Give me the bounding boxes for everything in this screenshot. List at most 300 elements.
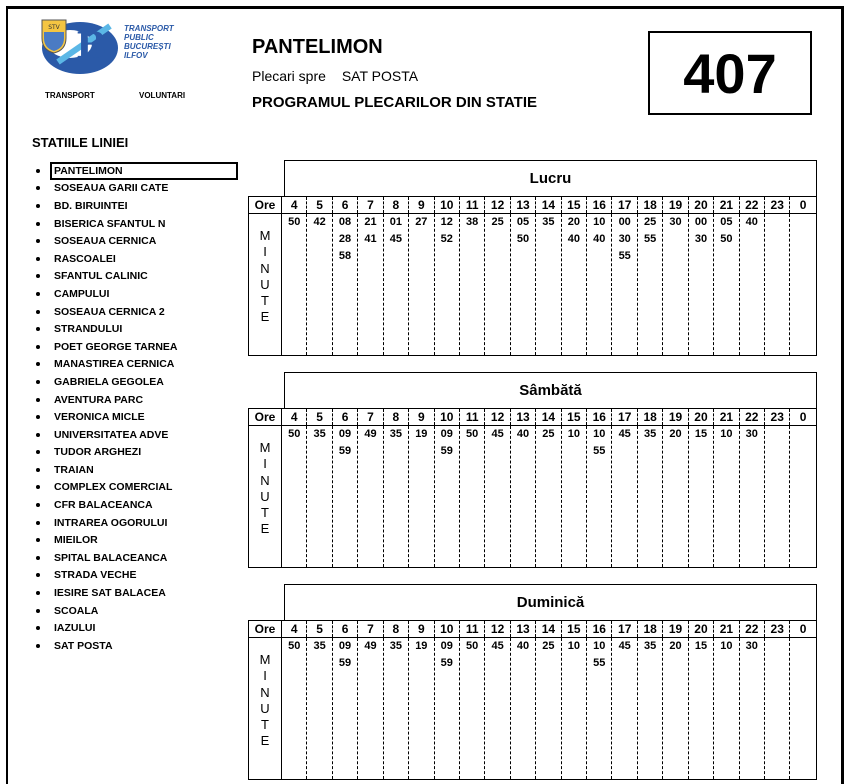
minutes-column bbox=[485, 426, 510, 567]
minutes-column bbox=[307, 426, 332, 567]
station-label: SOSEAUA CERNICA 2 bbox=[54, 305, 165, 318]
hour-cell: 8 bbox=[384, 409, 409, 425]
minute-value: 41 bbox=[364, 233, 377, 245]
svg-text:STV: STV bbox=[48, 24, 60, 31]
minute-value: 50 bbox=[720, 233, 733, 245]
station-label: CFR BALACEANCA bbox=[54, 499, 153, 512]
bullet-icon bbox=[36, 380, 40, 384]
logo-transport-label: TRANSPORT bbox=[45, 91, 95, 100]
minute-value: 20 bbox=[567, 216, 580, 228]
minute-value: 01 bbox=[389, 216, 403, 228]
station-item bbox=[36, 531, 238, 549]
stations-list bbox=[36, 162, 238, 655]
minutes-area bbox=[249, 214, 816, 355]
minute-value: 35 bbox=[643, 640, 657, 652]
hour-cell: 7 bbox=[358, 621, 383, 637]
minute-label-column bbox=[249, 638, 282, 779]
destination-line bbox=[252, 68, 430, 84]
timetable-title: Lucru bbox=[284, 160, 817, 196]
minute-value: 30 bbox=[669, 216, 682, 228]
minutes-column bbox=[740, 426, 765, 567]
minutes-column bbox=[765, 426, 790, 567]
hour-cell: 4 bbox=[282, 197, 307, 213]
bullet-icon bbox=[36, 274, 40, 278]
route-number: 407 bbox=[648, 31, 812, 115]
station-label: PANTELIMON bbox=[50, 162, 238, 180]
station-label: INTRAREA OGORULUI bbox=[54, 516, 168, 529]
minute-value: 05 bbox=[516, 216, 530, 228]
minutes-column bbox=[358, 214, 383, 355]
station-label: SAT POSTA bbox=[54, 639, 113, 652]
station-item bbox=[36, 303, 238, 321]
station-label: SFANTUL CALINIC bbox=[54, 270, 148, 283]
hour-cell: 9 bbox=[409, 621, 434, 637]
hour-cell: 16 bbox=[587, 197, 612, 213]
bullet-icon bbox=[36, 222, 40, 226]
station-item bbox=[36, 197, 238, 215]
bullet-icon bbox=[36, 362, 40, 366]
hour-cell: 6 bbox=[333, 621, 358, 637]
minute-value: 09 bbox=[440, 428, 453, 440]
station-item bbox=[36, 162, 238, 180]
minute-value: 27 bbox=[415, 216, 428, 228]
minute-value: 55 bbox=[593, 657, 606, 669]
station-item bbox=[36, 496, 238, 514]
minute-value: 40 bbox=[593, 233, 606, 245]
minutes-column bbox=[689, 426, 714, 567]
destination-value: SAT POSTA bbox=[341, 68, 419, 84]
minutes-column bbox=[409, 638, 434, 779]
minutes-column bbox=[460, 426, 485, 567]
hours-label: Ore bbox=[249, 197, 282, 213]
hour-cell: 20 bbox=[689, 621, 714, 637]
hour-cell: 10 bbox=[435, 409, 460, 425]
hour-cell: 0 bbox=[799, 198, 807, 212]
minute-value: 00 bbox=[618, 216, 631, 228]
minutes-column bbox=[485, 638, 510, 779]
hour-cell: 6 bbox=[333, 409, 358, 425]
hour-cell: 7 bbox=[358, 197, 383, 213]
bullet-icon bbox=[36, 556, 40, 560]
station-item bbox=[36, 637, 238, 655]
hour-cell: 8 bbox=[384, 621, 409, 637]
hour-cell: 19 bbox=[663, 197, 688, 213]
minutes-column bbox=[460, 214, 485, 355]
minute-value: 59 bbox=[338, 445, 352, 457]
minutes-column bbox=[384, 214, 409, 355]
timetable-grid bbox=[248, 620, 817, 780]
minute-value: 10 bbox=[593, 216, 606, 228]
minutes-column bbox=[587, 426, 612, 567]
minutes-column bbox=[714, 214, 739, 355]
hour-cell: 6 bbox=[333, 197, 358, 213]
logo-text: TRANSPORT PUBLIC BUCUREȘTI ILFOV bbox=[124, 24, 174, 60]
minute-value: 10 bbox=[720, 428, 733, 440]
station-item bbox=[36, 444, 238, 462]
minute-value: 45 bbox=[618, 428, 631, 440]
minute-value: 15 bbox=[694, 640, 708, 652]
minutes-column bbox=[511, 638, 536, 779]
minutes-column bbox=[333, 426, 358, 567]
logo bbox=[40, 18, 200, 122]
station-name: PANTELIMON bbox=[252, 36, 383, 58]
bullet-icon bbox=[36, 521, 40, 525]
minute-label-column bbox=[249, 214, 282, 355]
minute-value: 50 bbox=[466, 428, 479, 440]
station-label: IESIRE SAT BALACEA bbox=[54, 587, 166, 600]
hour-cell: 12 bbox=[485, 621, 510, 637]
hour-cell: 17 bbox=[612, 197, 637, 213]
station-item bbox=[36, 356, 238, 374]
minute-value: 10 bbox=[593, 428, 606, 440]
minute-value: 30 bbox=[694, 233, 708, 245]
minutes-column bbox=[485, 214, 510, 355]
station-label: BD. BIRUINTEI bbox=[54, 199, 128, 212]
hour-cell: 13 bbox=[511, 409, 536, 425]
station-item bbox=[36, 602, 238, 620]
minutes-column bbox=[511, 214, 536, 355]
hour-cell: 4 bbox=[282, 409, 307, 425]
bullet-icon bbox=[36, 538, 40, 542]
station-item bbox=[36, 426, 238, 444]
bullet-icon bbox=[36, 503, 40, 507]
station-label: IAZULUI bbox=[54, 622, 96, 635]
bullet-icon bbox=[36, 450, 40, 454]
station-label: TUDOR ARGHEZI bbox=[54, 446, 142, 459]
minute-value: 09 bbox=[338, 428, 352, 440]
minute-value: 49 bbox=[364, 428, 377, 440]
bullet-icon bbox=[36, 310, 40, 314]
minutes-column bbox=[790, 214, 815, 355]
bullet-icon bbox=[36, 591, 40, 595]
station-item bbox=[36, 250, 238, 268]
hour-cell: 20 bbox=[689, 197, 714, 213]
svg-text:B: B bbox=[76, 25, 107, 67]
bullet-icon bbox=[36, 327, 40, 331]
stations-heading: STATIILE LINIEI bbox=[32, 135, 129, 150]
minutes-column bbox=[689, 638, 714, 779]
minutes-column bbox=[612, 638, 637, 779]
hour-cell: 19 bbox=[663, 409, 688, 425]
station-item bbox=[36, 180, 238, 198]
station-item bbox=[36, 338, 238, 356]
hour-cell: 5 bbox=[307, 197, 332, 213]
minutes-column bbox=[384, 426, 409, 567]
minute-value: 28 bbox=[338, 233, 352, 245]
hour-cell: 11 bbox=[460, 409, 485, 425]
hour-cell: 5 bbox=[307, 621, 332, 637]
minute-value: 55 bbox=[618, 250, 631, 262]
minutes-column bbox=[358, 638, 383, 779]
hours-label: Ore bbox=[249, 409, 282, 425]
minutes-column bbox=[587, 638, 612, 779]
destination-label: Plecari spre bbox=[252, 68, 326, 84]
hour-cell: 23 bbox=[765, 621, 790, 637]
minute-value: 59 bbox=[440, 445, 453, 457]
hours-row bbox=[249, 197, 816, 214]
hour-cell: 0 bbox=[799, 622, 807, 636]
station-item bbox=[36, 567, 238, 585]
station-item bbox=[36, 285, 238, 303]
minute-value: 58 bbox=[338, 250, 352, 262]
hour-cell: 14 bbox=[536, 621, 561, 637]
minutes-column bbox=[765, 214, 790, 355]
minutes-column bbox=[282, 214, 307, 355]
station-item bbox=[36, 549, 238, 567]
hour-cell: 17 bbox=[612, 409, 637, 425]
hour-cell: 12 bbox=[485, 409, 510, 425]
bullet-icon bbox=[36, 609, 40, 613]
minutes-column bbox=[562, 426, 587, 567]
station-item bbox=[36, 584, 238, 602]
hour-cell: 8 bbox=[384, 197, 409, 213]
bullet-icon bbox=[36, 468, 40, 472]
minute-value: 10 bbox=[567, 428, 580, 440]
hour-cell: 15 bbox=[562, 409, 587, 425]
minutes-column bbox=[714, 638, 739, 779]
minute-label: M I N U T E bbox=[259, 228, 271, 325]
hour-cell: 11 bbox=[460, 621, 485, 637]
minutes-column bbox=[638, 214, 663, 355]
minutes-area bbox=[249, 426, 816, 567]
minutes-column bbox=[714, 426, 739, 567]
minute-value: 35 bbox=[389, 428, 403, 440]
station-item bbox=[36, 408, 238, 426]
hour-cell: 21 bbox=[714, 197, 739, 213]
bullet-icon bbox=[36, 626, 40, 630]
minutes-column bbox=[663, 426, 688, 567]
minutes-area bbox=[249, 638, 816, 779]
hour-cell: 20 bbox=[689, 409, 714, 425]
minute-label: M I N U T E bbox=[259, 440, 271, 537]
hour-cell: 11 bbox=[460, 197, 485, 213]
hour-cell: 12 bbox=[485, 197, 510, 213]
minute-value: 52 bbox=[440, 233, 453, 245]
minutes-column bbox=[638, 426, 663, 567]
minute-value: 50 bbox=[516, 233, 530, 245]
minutes-column bbox=[333, 214, 358, 355]
hour-cell: 18 bbox=[638, 197, 663, 213]
minutes-column bbox=[536, 426, 561, 567]
crest-icon bbox=[40, 18, 68, 54]
hour-cell: 14 bbox=[536, 409, 561, 425]
station-label: AVENTURA PARC bbox=[54, 393, 144, 406]
minute-value: 10 bbox=[593, 640, 606, 652]
hour-cell: 13 bbox=[511, 621, 536, 637]
hour-cell: 0 bbox=[799, 410, 807, 424]
minute-value: 25 bbox=[542, 640, 555, 652]
minute-value: 30 bbox=[745, 640, 758, 652]
hour-cell: 9 bbox=[409, 197, 434, 213]
hour-cell: 9 bbox=[409, 409, 434, 425]
minute-value: 38 bbox=[466, 216, 479, 228]
minute-value: 09 bbox=[338, 640, 352, 652]
minutes-column bbox=[384, 638, 409, 779]
minutes-column bbox=[765, 638, 790, 779]
bullet-icon bbox=[36, 644, 40, 648]
minute-value: 55 bbox=[593, 445, 606, 457]
station-label: SCOALA bbox=[54, 604, 99, 617]
hour-cell: 22 bbox=[740, 197, 765, 213]
station-label: CAMPULUI bbox=[54, 287, 110, 300]
hour-cell: 14 bbox=[536, 197, 561, 213]
minutes-column bbox=[358, 426, 383, 567]
minute-value: 50 bbox=[288, 428, 301, 440]
minute-value: 45 bbox=[491, 640, 504, 652]
timetable-grid bbox=[248, 196, 817, 356]
minute-value: 10 bbox=[720, 640, 733, 652]
hour-cell: 23 bbox=[765, 197, 790, 213]
station-item bbox=[36, 232, 238, 250]
minute-value: 35 bbox=[643, 428, 657, 440]
minute-value: 19 bbox=[415, 428, 428, 440]
minute-value: 35 bbox=[313, 428, 326, 440]
minutes-column bbox=[689, 214, 714, 355]
program-title: PROGRAMUL PLECARILOR DIN STATIE bbox=[252, 94, 537, 111]
station-label: STRADA VECHE bbox=[54, 569, 137, 582]
minutes-column bbox=[740, 214, 765, 355]
minute-value: 45 bbox=[491, 428, 504, 440]
minutes-column bbox=[460, 638, 485, 779]
hour-cell: 18 bbox=[638, 409, 663, 425]
hour-cell: 17 bbox=[612, 621, 637, 637]
hour-cell: 5 bbox=[307, 409, 332, 425]
station-label: POET GEORGE TARNEA bbox=[54, 340, 178, 353]
station-label: SOSEAUA GARII CATE bbox=[54, 182, 169, 195]
minutes-column bbox=[740, 638, 765, 779]
minutes-column bbox=[663, 638, 688, 779]
minute-value: 25 bbox=[542, 428, 555, 440]
hour-cell: 7 bbox=[358, 409, 383, 425]
minute-value: 49 bbox=[364, 640, 377, 652]
minutes-column bbox=[307, 214, 332, 355]
hour-cell: 16 bbox=[587, 409, 612, 425]
bullet-icon bbox=[36, 345, 40, 349]
minute-value: 55 bbox=[643, 233, 657, 245]
station-item bbox=[36, 373, 238, 391]
station-label: TRAIAN bbox=[54, 463, 94, 476]
hour-cell: 22 bbox=[740, 621, 765, 637]
station-label: SOSEAUA CERNICA bbox=[54, 235, 157, 248]
station-label: COMPLEX COMERCIAL bbox=[54, 481, 173, 494]
station-label: SPITAL BALACEANCA bbox=[54, 551, 168, 564]
hours-row bbox=[249, 409, 816, 426]
station-item bbox=[36, 320, 238, 338]
minutes-column bbox=[307, 638, 332, 779]
minute-value: 59 bbox=[440, 657, 453, 669]
bullet-icon bbox=[36, 415, 40, 419]
hour-cell: 4 bbox=[282, 621, 307, 637]
minutes-column bbox=[587, 214, 612, 355]
station-label: RASCOALEI bbox=[54, 252, 116, 265]
station-label: BISERICA SFANTUL N bbox=[54, 217, 166, 230]
hour-cell: 10 bbox=[435, 197, 460, 213]
station-item bbox=[36, 215, 238, 233]
minute-value: 20 bbox=[669, 640, 682, 652]
station-item bbox=[36, 268, 238, 286]
bullet-icon bbox=[36, 573, 40, 577]
minutes-column bbox=[435, 638, 460, 779]
minutes-column bbox=[612, 426, 637, 567]
minute-value: 10 bbox=[567, 640, 580, 652]
station-label: STRANDULUI bbox=[54, 323, 123, 336]
bullet-icon bbox=[36, 433, 40, 437]
minute-value: 20 bbox=[669, 428, 682, 440]
minute-label-column bbox=[249, 426, 282, 567]
minute-value: 00 bbox=[694, 216, 708, 228]
minute-value: 50 bbox=[288, 640, 301, 652]
minute-value: 35 bbox=[542, 216, 555, 228]
hour-cell: 19 bbox=[663, 621, 688, 637]
minute-label: M I N U T E bbox=[259, 652, 271, 749]
station-item bbox=[36, 461, 238, 479]
minute-value: 35 bbox=[389, 640, 403, 652]
minutes-column bbox=[435, 426, 460, 567]
hour-cell: 23 bbox=[765, 409, 790, 425]
hour-cell: 13 bbox=[511, 197, 536, 213]
bullet-icon bbox=[36, 239, 40, 243]
minutes-column bbox=[790, 638, 815, 779]
hour-cell: 18 bbox=[638, 621, 663, 637]
minute-value: 08 bbox=[338, 216, 352, 228]
minutes-column bbox=[409, 214, 434, 355]
minute-value: 35 bbox=[313, 640, 326, 652]
minute-value: 45 bbox=[389, 233, 403, 245]
bullet-icon bbox=[36, 186, 40, 190]
minutes-column bbox=[536, 638, 561, 779]
station-item bbox=[36, 514, 238, 532]
minutes-column bbox=[282, 638, 307, 779]
bullet-icon bbox=[36, 169, 40, 173]
hour-cell: 15 bbox=[562, 197, 587, 213]
station-item bbox=[36, 391, 238, 409]
minute-value: 30 bbox=[618, 233, 631, 245]
minute-value: 40 bbox=[745, 216, 758, 228]
hours-row bbox=[249, 621, 816, 638]
minute-value: 09 bbox=[440, 640, 453, 652]
minutes-column bbox=[536, 214, 561, 355]
minute-value: 25 bbox=[643, 216, 657, 228]
minutes-column bbox=[638, 638, 663, 779]
minutes-column bbox=[435, 214, 460, 355]
minute-value: 50 bbox=[466, 640, 479, 652]
bullet-icon bbox=[36, 292, 40, 296]
minute-value: 30 bbox=[745, 428, 758, 440]
station-label: UNIVERSITATEA ADVE bbox=[54, 428, 169, 441]
hour-cell: 22 bbox=[740, 409, 765, 425]
hour-cell: 21 bbox=[714, 409, 739, 425]
minute-value: 40 bbox=[567, 233, 580, 245]
minutes-column bbox=[562, 214, 587, 355]
minute-value: 12 bbox=[440, 216, 453, 228]
minutes-column bbox=[612, 214, 637, 355]
minute-value: 59 bbox=[338, 657, 352, 669]
minutes-column bbox=[409, 426, 434, 567]
bullet-icon bbox=[36, 204, 40, 208]
timetable-title: Duminică bbox=[284, 584, 817, 620]
hour-cell: 15 bbox=[562, 621, 587, 637]
station-item bbox=[36, 619, 238, 637]
minute-value: 21 bbox=[364, 216, 377, 228]
station-item bbox=[36, 479, 238, 497]
minutes-column bbox=[511, 426, 536, 567]
hour-cell: 16 bbox=[587, 621, 612, 637]
station-label: VERONICA MICLE bbox=[54, 411, 145, 424]
bullet-icon bbox=[36, 257, 40, 261]
minute-value: 42 bbox=[313, 216, 326, 228]
minute-value: 50 bbox=[288, 216, 301, 228]
minute-value: 45 bbox=[618, 640, 631, 652]
